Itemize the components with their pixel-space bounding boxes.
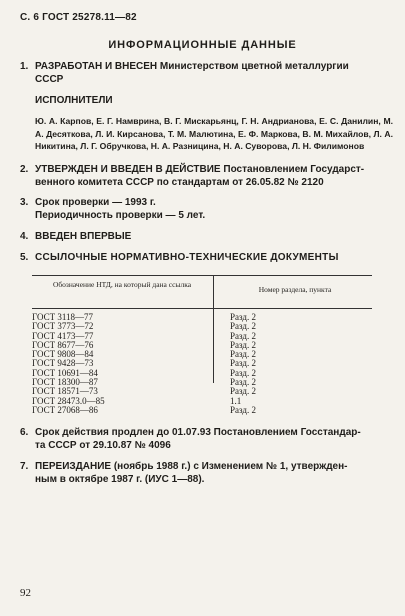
table-cell-section: Разд. 2	[230, 339, 256, 350]
performers-names: Ю. А. Карпов, Е. Г. Намврина, В. Г. Мискарьянц, Г. Н. Андрианова, Е. С. Данилин, М. А. Десяткова, Л. И. Кирсанова, Т. М. Малютина, Е. Ф. Маркова, В. М. Михайлов, Л. А. Никитина, Л. Г. Обручкова, Н. А. Разницина, Н. А. Суворова, Л. Н. Филимонов	[35, 116, 393, 152]
table-cell-section: Разд. 2	[230, 312, 256, 322]
table-cell-designation: ГОСТ 8677—76	[32, 339, 94, 350]
item-5-line-1: ССЫЛОЧНЫЕ НОРМАТИВНО-ТЕХНИЧЕСКИЕ ДОКУМЕНТЫ	[35, 252, 339, 263]
section-title: ИНФОРМАЦИОННЫЕ ДАННЫЕ	[108, 39, 297, 51]
performers-block	[20, 94, 392, 107]
table-cell-designation: ГОСТ 27068—86	[32, 404, 98, 415]
item-7-number: 7.	[20, 461, 29, 472]
table-cell-designation: ГОСТ 18571—73	[32, 386, 98, 397]
table-body	[32, 309, 372, 415]
item-1	[20, 60, 392, 86]
item-3-number: 3.	[20, 197, 29, 208]
table-header-section: Номер раздела, пункта	[258, 285, 332, 294]
table-cell-section: Разд. 2	[230, 321, 256, 332]
table-header	[32, 275, 372, 309]
item-6-line-2: та СССР от 29.10.87 № 4096	[35, 440, 171, 451]
item-7	[20, 460, 392, 486]
item-3-line-2: Периодичность проверки — 5 лет.	[35, 210, 206, 221]
table-cell-section: Разд. 2	[230, 367, 256, 378]
item-6	[20, 426, 392, 452]
table-cell-designation: ГОСТ 18300—87	[32, 377, 98, 388]
table-cell-section: Разд. 2	[230, 330, 256, 341]
table-cell-designation: ГОСТ 9808—84	[32, 349, 94, 360]
item-6-line-1: Срок действия продлен до 01.07.93 Постановлением Госстандар-	[35, 427, 361, 438]
table-cell-section: Разд. 2	[230, 358, 256, 369]
table-cell-designation: ГОСТ 4173—77	[32, 330, 94, 341]
item-1-number: 1.	[20, 61, 29, 72]
table-cell-section: Разд. 2	[230, 377, 256, 388]
table-cell-section: Разд. 2	[230, 386, 256, 397]
item-2-line-2: венного комитета СССР по стандартам от 26.05.82 № 2120	[35, 177, 324, 188]
table-cell-section: Разд. 2	[230, 404, 256, 415]
table-header-designation: Обозначение НТД, на который дана ссылка	[52, 280, 192, 289]
page-header: С. 6 ГОСТ 25278.11—82	[20, 12, 137, 23]
table-cell-designation: ГОСТ 28473.0—85	[32, 395, 105, 406]
item-7-line-2: ным в октябре 1987 г. (ИУС 1—88).	[35, 474, 205, 485]
item-3-line-1: Срок проверки — 1993 г.	[35, 197, 156, 208]
item-6-number: 6.	[20, 427, 29, 438]
item-2-number: 2.	[20, 164, 29, 175]
table-cell-section: 1.1	[230, 395, 242, 406]
table-row	[32, 406, 372, 415]
table-cell-designation: ГОСТ 3118—77	[32, 312, 94, 322]
item-5-number: 5.	[20, 252, 29, 263]
item-2-line-1: УТВЕРЖДЕН И ВВЕДЕН В ДЕЙСТВИЕ Постановлением Государст-	[35, 164, 365, 175]
item-2	[20, 163, 392, 189]
table-cell-designation: ГОСТ 10691—84	[32, 367, 98, 378]
performers-heading: ИСПОЛНИТЕЛИ	[35, 95, 113, 106]
table-cell-section: Разд. 2	[230, 349, 256, 360]
item-4	[20, 230, 392, 243]
page-number: 92	[20, 587, 31, 599]
item-1-line-2: СССР	[35, 74, 64, 85]
item-3	[20, 196, 392, 222]
item-7-line-1: ПЕРЕИЗДАНИЕ (ноябрь 1988 г.) с Изменением № 1, утвержден-	[35, 461, 348, 472]
table-cell-designation: ГОСТ 9428—73	[32, 358, 94, 369]
table-cell-designation: ГОСТ 3773—72	[32, 321, 94, 332]
item-4-line-1: ВВЕДЕН ВПЕРВЫЕ	[35, 231, 132, 242]
references-table	[32, 275, 372, 415]
item-4-number: 4.	[20, 231, 29, 242]
item-5	[20, 251, 392, 264]
item-1-line-1: РАЗРАБОТАН И ВНЕСЕН Министерством цветной металлургии	[35, 61, 349, 72]
